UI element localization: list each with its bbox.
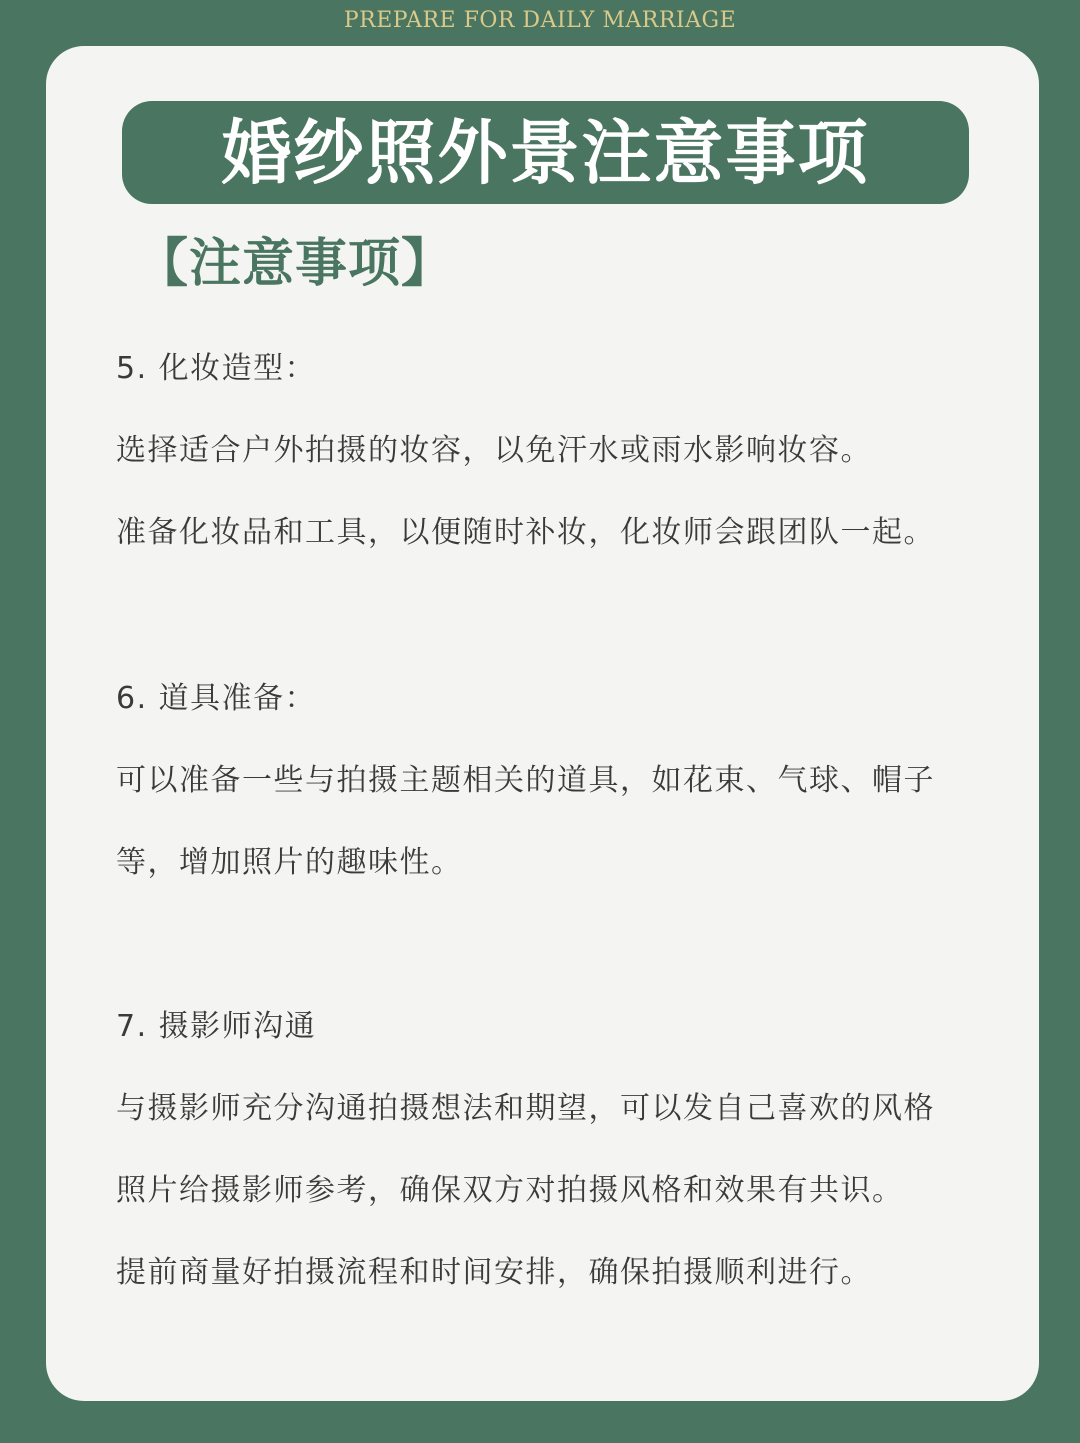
section-heading: 【注意事项】 <box>136 234 455 294</box>
list-item: 可以准备一些与拍摄主题相关的道具，如花束、气球、帽子 <box>116 763 935 798</box>
list-item: 与摄影师充分沟通拍摄想法和期望，可以发自己喜欢的风格 <box>116 1091 935 1126</box>
item-heading-photographer: 7. 摄影师沟通 <box>116 1009 317 1044</box>
content-card <box>46 46 1039 1401</box>
item-heading-makeup: 5. 化妆造型： <box>116 351 317 386</box>
item-heading-props: 6. 道具准备： <box>116 681 317 716</box>
list-item: 提前商量好拍摄流程和时间安排，确保拍摄顺利进行。 <box>116 1255 872 1290</box>
page-title: 婚纱照外景注意事项 <box>221 111 870 194</box>
list-item: 选择适合户外拍摄的妆容，以免汗水或雨水影响妆容。 <box>116 433 872 468</box>
list-item: 准备化妆品和工具，以便随时补妆，化妆师会跟团队一起。 <box>116 515 935 550</box>
title-banner <box>122 101 969 204</box>
list-item: 等，增加照片的趣味性。 <box>116 845 463 880</box>
top-tagline: PREPARE FOR DAILY MARRIAGE <box>343 8 737 33</box>
list-item: 照片给摄影师参考，确保双方对拍摄风格和效果有共识。 <box>116 1173 904 1208</box>
